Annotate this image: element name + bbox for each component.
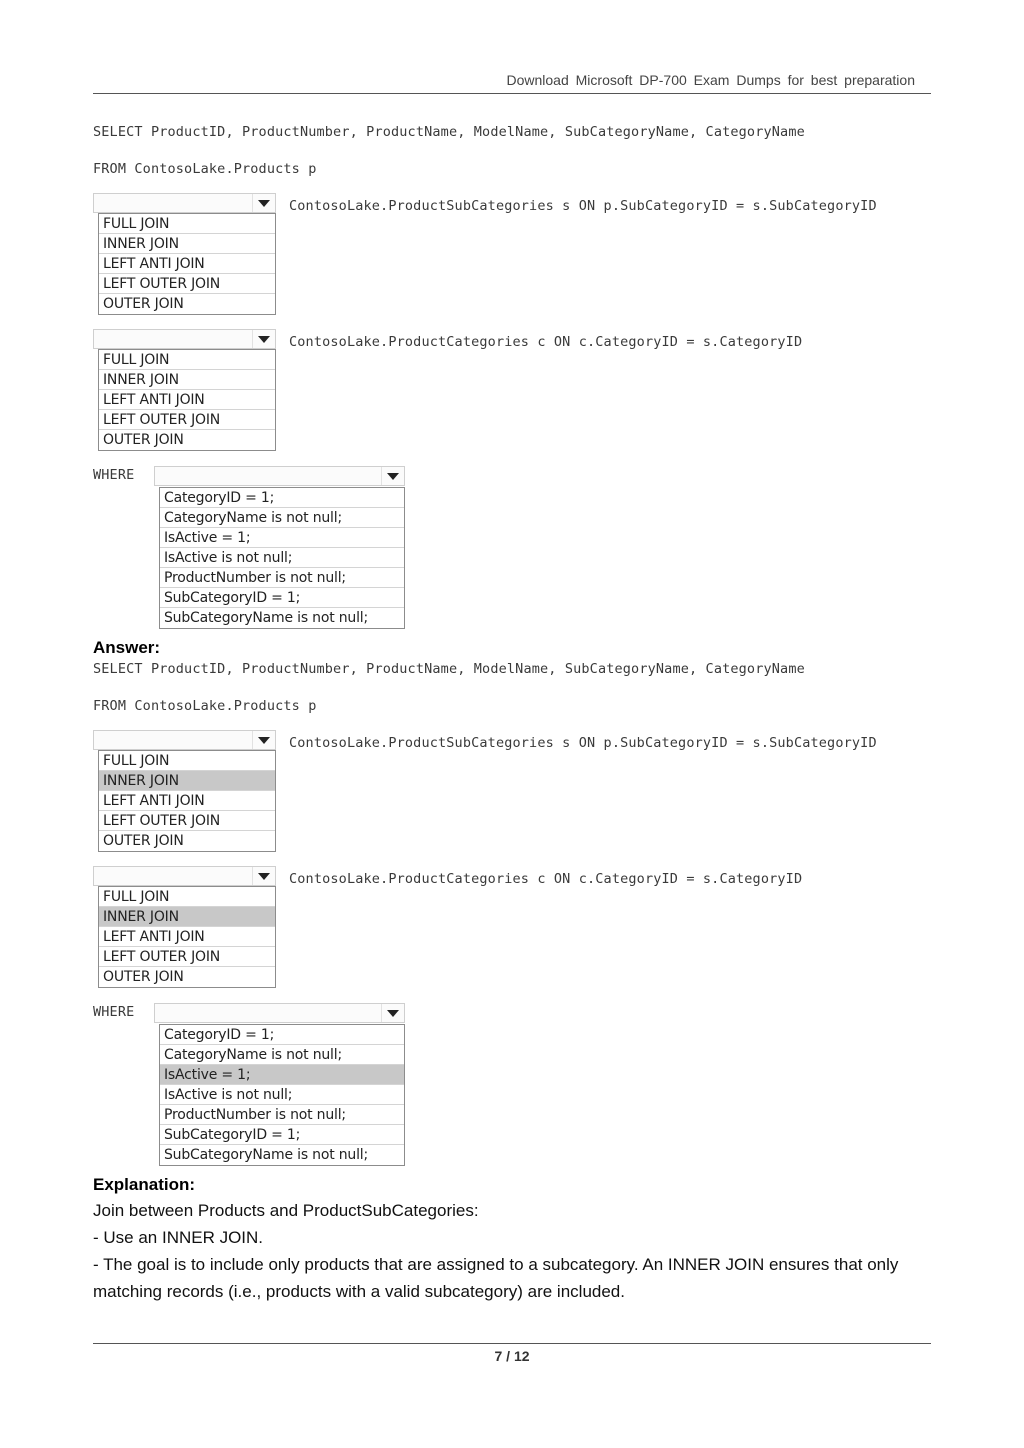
answer-where-dropdown[interactable] — [154, 1003, 405, 1023]
answer-join2-clause: ContosoLake.ProductCategories c ON c.CategoryID = s.CategoryID — [289, 871, 803, 887]
option-inner-join-selected[interactable]: INNER JOIN — [99, 907, 275, 927]
page-footer — [93, 1343, 931, 1366]
answer-join1-dropdown[interactable] — [93, 730, 276, 750]
option-outer-join[interactable]: OUTER JOIN — [103, 833, 184, 849]
option-category-id[interactable]: CategoryID = 1; — [160, 488, 404, 508]
chevron-down-icon[interactable] — [252, 867, 275, 885]
answer-where-options — [159, 1024, 405, 1166]
option-left-outer-join[interactable]: LEFT OUTER JOIN — [99, 947, 275, 967]
answer-select-statement: SELECT ProductID, ProductNumber, ProductName, ModelName, SubCategoryName, CategoryName — [93, 661, 805, 677]
option-full-join[interactable]: FULL JOIN — [99, 350, 275, 370]
option-category-id[interactable]: CategoryID = 1; — [160, 1025, 404, 1045]
option-subcategory-id[interactable]: SubCategoryID = 1; — [160, 1125, 404, 1145]
option-full-join[interactable]: FULL JOIN — [99, 887, 275, 907]
option-left-anti-join[interactable]: LEFT ANTI JOIN — [99, 390, 275, 410]
option-left-outer-join[interactable]: LEFT OUTER JOIN — [99, 274, 275, 294]
option-is-active-not-null[interactable]: IsActive is not null; — [160, 1085, 404, 1105]
option-inner-join-selected[interactable]: INNER JOIN — [99, 771, 275, 791]
chevron-down-icon[interactable] — [252, 731, 275, 749]
join2-options — [98, 349, 276, 451]
answer-where-keyword: WHERE — [93, 1004, 135, 1020]
chevron-down-icon[interactable] — [252, 194, 275, 212]
explanation-line-1: Join between Products and ProductSubCategories: — [93, 1201, 479, 1220]
join1-dropdown[interactable] — [93, 193, 276, 213]
join2-clause: ContosoLake.ProductCategories c ON c.CategoryID = s.CategoryID — [289, 334, 803, 350]
answer-from-clause: FROM ContosoLake.Products p — [93, 698, 317, 714]
chevron-down-icon[interactable] — [252, 330, 275, 348]
chevron-down-icon[interactable] — [381, 467, 404, 485]
option-is-active-selected[interactable]: IsActive = 1; — [160, 1065, 404, 1085]
option-left-anti-join[interactable]: LEFT ANTI JOIN — [99, 791, 275, 811]
option-is-active[interactable]: IsActive = 1; — [160, 528, 404, 548]
answer-join1-options — [98, 750, 276, 852]
explanation-line-2: - Use an INNER JOIN. — [93, 1228, 264, 1247]
join2-dropdown[interactable] — [93, 329, 276, 349]
from-clause: FROM ContosoLake.Products p — [93, 161, 317, 177]
join1-options — [98, 213, 276, 315]
page-number: 7 / 12 — [494, 1348, 530, 1364]
option-left-outer-join[interactable]: LEFT OUTER JOIN — [99, 811, 275, 831]
select-statement: SELECT ProductID, ProductNumber, ProductName, ModelName, SubCategoryName, CategoryName — [93, 124, 805, 140]
where-dropdown[interactable] — [154, 466, 405, 486]
option-subcategory-name[interactable]: SubCategoryName is not null; — [164, 610, 369, 626]
option-category-name[interactable]: CategoryName is not null; — [160, 508, 404, 528]
option-category-name[interactable]: CategoryName is not null; — [160, 1045, 404, 1065]
option-product-number[interactable]: ProductNumber is not null; — [160, 568, 404, 588]
option-outer-join[interactable]: OUTER JOIN — [103, 296, 184, 312]
answer-join1-clause: ContosoLake.ProductSubCategories s ON p.SubCategoryID = s.SubCategoryID — [289, 735, 877, 751]
option-left-anti-join[interactable]: LEFT ANTI JOIN — [99, 927, 275, 947]
option-subcategory-name[interactable]: SubCategoryName is not null; — [164, 1147, 369, 1163]
answer-join2-options — [98, 886, 276, 988]
option-full-join[interactable]: FULL JOIN — [99, 214, 275, 234]
where-keyword: WHERE — [93, 467, 135, 483]
answer-join2-dropdown[interactable] — [93, 866, 276, 886]
join1-clause: ContosoLake.ProductSubCategories s ON p.SubCategoryID = s.SubCategoryID — [289, 198, 877, 214]
where-options — [159, 487, 405, 629]
option-is-active-not-null[interactable]: IsActive is not null; — [160, 548, 404, 568]
answer-label: Answer: — [93, 638, 161, 657]
option-full-join[interactable]: FULL JOIN — [99, 751, 275, 771]
explanation-label: Explanation: — [93, 1175, 196, 1194]
option-inner-join[interactable]: INNER JOIN — [99, 234, 275, 254]
header-text: Download Microsoft DP-700 Exam Dumps for best preparation — [506, 72, 915, 88]
option-left-anti-join[interactable]: LEFT ANTI JOIN — [99, 254, 275, 274]
option-outer-join[interactable]: OUTER JOIN — [103, 969, 184, 985]
option-outer-join[interactable]: OUTER JOIN — [103, 432, 184, 448]
option-product-number[interactable]: ProductNumber is not null; — [160, 1105, 404, 1125]
page-header — [93, 72, 931, 94]
option-inner-join[interactable]: INNER JOIN — [99, 370, 275, 390]
option-left-outer-join[interactable]: LEFT OUTER JOIN — [99, 410, 275, 430]
explanation-line-3: - The goal is to include only products that are assigned to a subcategory. An INNER JOIN ensures that only matching records (i.e., products with a valid subcategory) are included. — [93, 1255, 899, 1301]
option-subcategory-id[interactable]: SubCategoryID = 1; — [160, 588, 404, 608]
chevron-down-icon[interactable] — [381, 1004, 404, 1022]
